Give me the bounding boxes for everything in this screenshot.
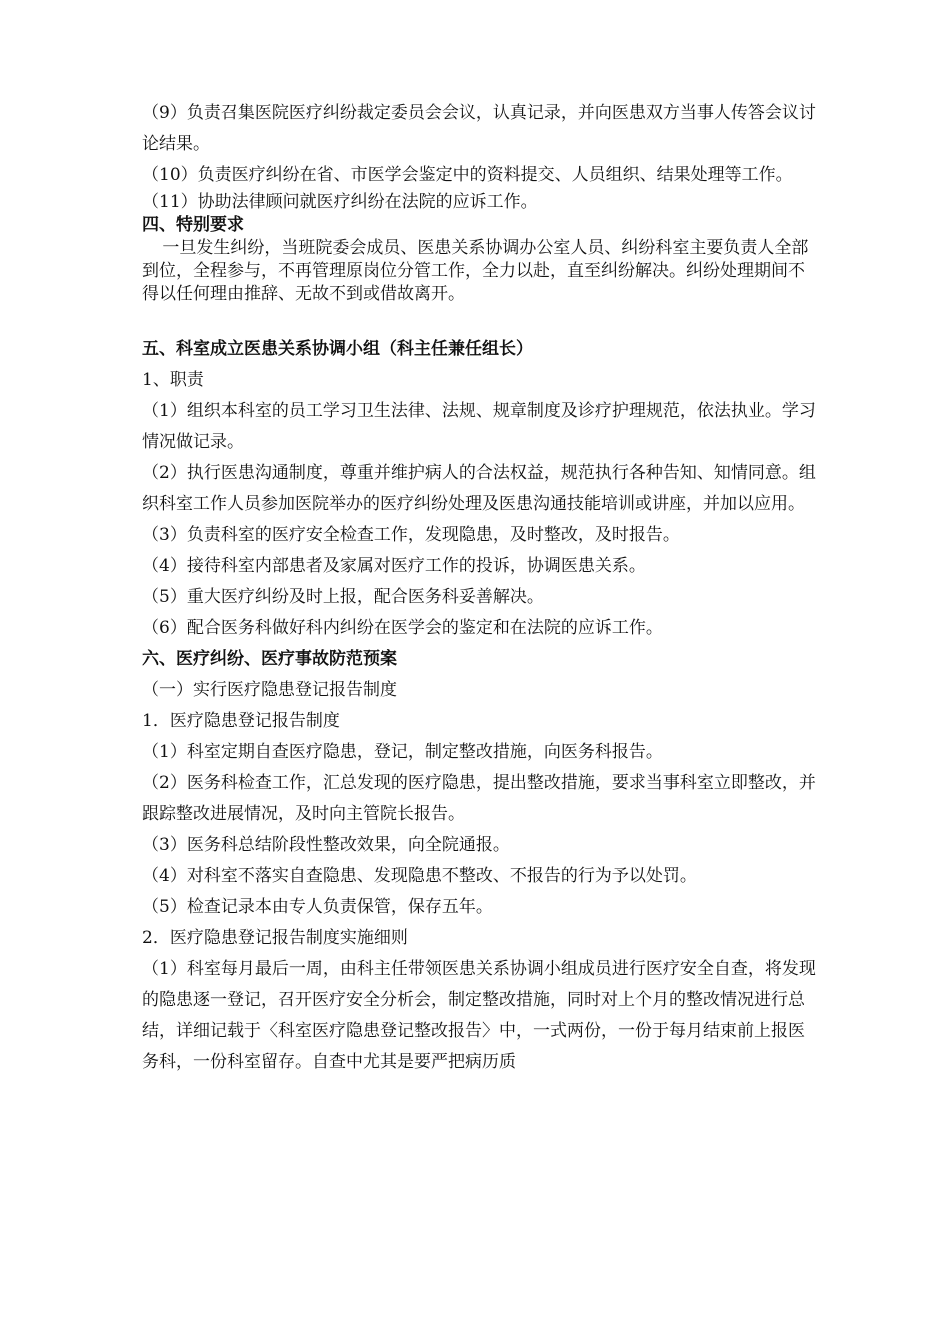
heading-prevention-plan: 六、医疗纠纷、医疗事故防范预案 bbox=[142, 649, 397, 669]
paragraph-9: （9）负责召集医院医疗纠纷裁定委员会会议，认真记录，并向医患双方当事人传答会议讨论结果。 bbox=[142, 103, 816, 154]
paragraph-duty-1: （1）组织本科室的员工学习卫生法律、法规、规章制度及诊疗护理规范，依法执业。学习情况做记录。 bbox=[142, 401, 816, 452]
paragraph-report-4: （4）对科室不落实自查隐患、发现隐患不整改、不报告的行为予以处罚。 bbox=[142, 866, 697, 886]
paragraph-report-2: （2）医务科检查工作，汇总发现的医疗隐患，提出整改措施，要求当事科室立即整改，并跟踪整改进展情况，及时向主管院长报告。 bbox=[142, 773, 816, 824]
paragraph-implementation-rules: 2．医疗隐患登记报告制度实施细则 bbox=[142, 928, 408, 948]
paragraph-report-5: （5）检查记录本由专人负责保管，保存五年。 bbox=[142, 897, 493, 917]
document-page bbox=[142, 98, 820, 1078]
paragraph-duty-5: （5）重大医疗纠纷及时上报，配合医务科妥善解决。 bbox=[142, 587, 544, 607]
paragraph-duties: 1、职责 bbox=[142, 370, 204, 390]
heading-coordination-group: 五、科室成立医患关系协调小组（科主任兼任组长） bbox=[142, 339, 533, 359]
paragraph-duty-2: （2）执行医患沟通制度，尊重并维护病人的合法权益，规范执行各种告知、知情同意。组织科室工作人员参加医院举办的医疗纠纷处理及医患沟通技能培训或讲座，并加以应用。 bbox=[142, 463, 816, 514]
paragraph-subsection-1: （一）实行医疗隐患登记报告制度 bbox=[142, 680, 397, 700]
paragraph-duty-6: （6）配合医务科做好科内纠纷在医学会的鉴定和在法院的应诉工作。 bbox=[142, 618, 663, 638]
paragraph-11: （11）协助法律顾问就医疗纠纷在法院的应诉工作。 bbox=[142, 192, 538, 212]
paragraph-10: （10）负责医疗纠纷在省、市医学会鉴定中的资料提交、人员组织、结果处理等工作。 bbox=[142, 165, 793, 185]
paragraph-duty-3: （3）负责科室的医疗安全检查工作，发现隐患，及时整改，及时报告。 bbox=[142, 525, 680, 545]
section-spacer bbox=[142, 306, 820, 334]
heading-special-requirements: 四、特别要求 bbox=[142, 215, 244, 235]
paragraph-duty-4: （4）接待科室内部患者及家属对医疗工作的投诉，协调医患关系。 bbox=[142, 556, 646, 576]
paragraph-special-requirements: 一旦发生纠纷，当班院委会成员、医患关系协调办公室人员、纠纷科室主要负责人全部到位，全程参与，不再管理原岗位分管工作，全力以赴，直至纠纷解决。纠纷处理期间不得以任何理由推辞、无故不到或借故离开。 bbox=[142, 238, 809, 304]
paragraph-report-3: （3）医务科总结阶段性整改效果，向全院通报。 bbox=[142, 835, 510, 855]
paragraph-implementation-1: （1）科室每月最后一周，由科主任带领医患关系协调小组成员进行医疗安全自查，将发现的隐患逐一登记，召开医疗安全分析会，制定整改措施，同时对上个月的整改情况进行总结，详细记载于〈科室医疗隐患登记整改报告〉中，一式两份，一份于每月结束前上报医务科，一份科室留存。自查中尤其是要严把病历质 bbox=[142, 959, 816, 1072]
paragraph-report-1: （1）科室定期自查医疗隐患，登记，制定整改措施，向医务科报告。 bbox=[142, 742, 663, 762]
paragraph-reporting-system: 1．医疗隐患登记报告制度 bbox=[142, 711, 340, 731]
